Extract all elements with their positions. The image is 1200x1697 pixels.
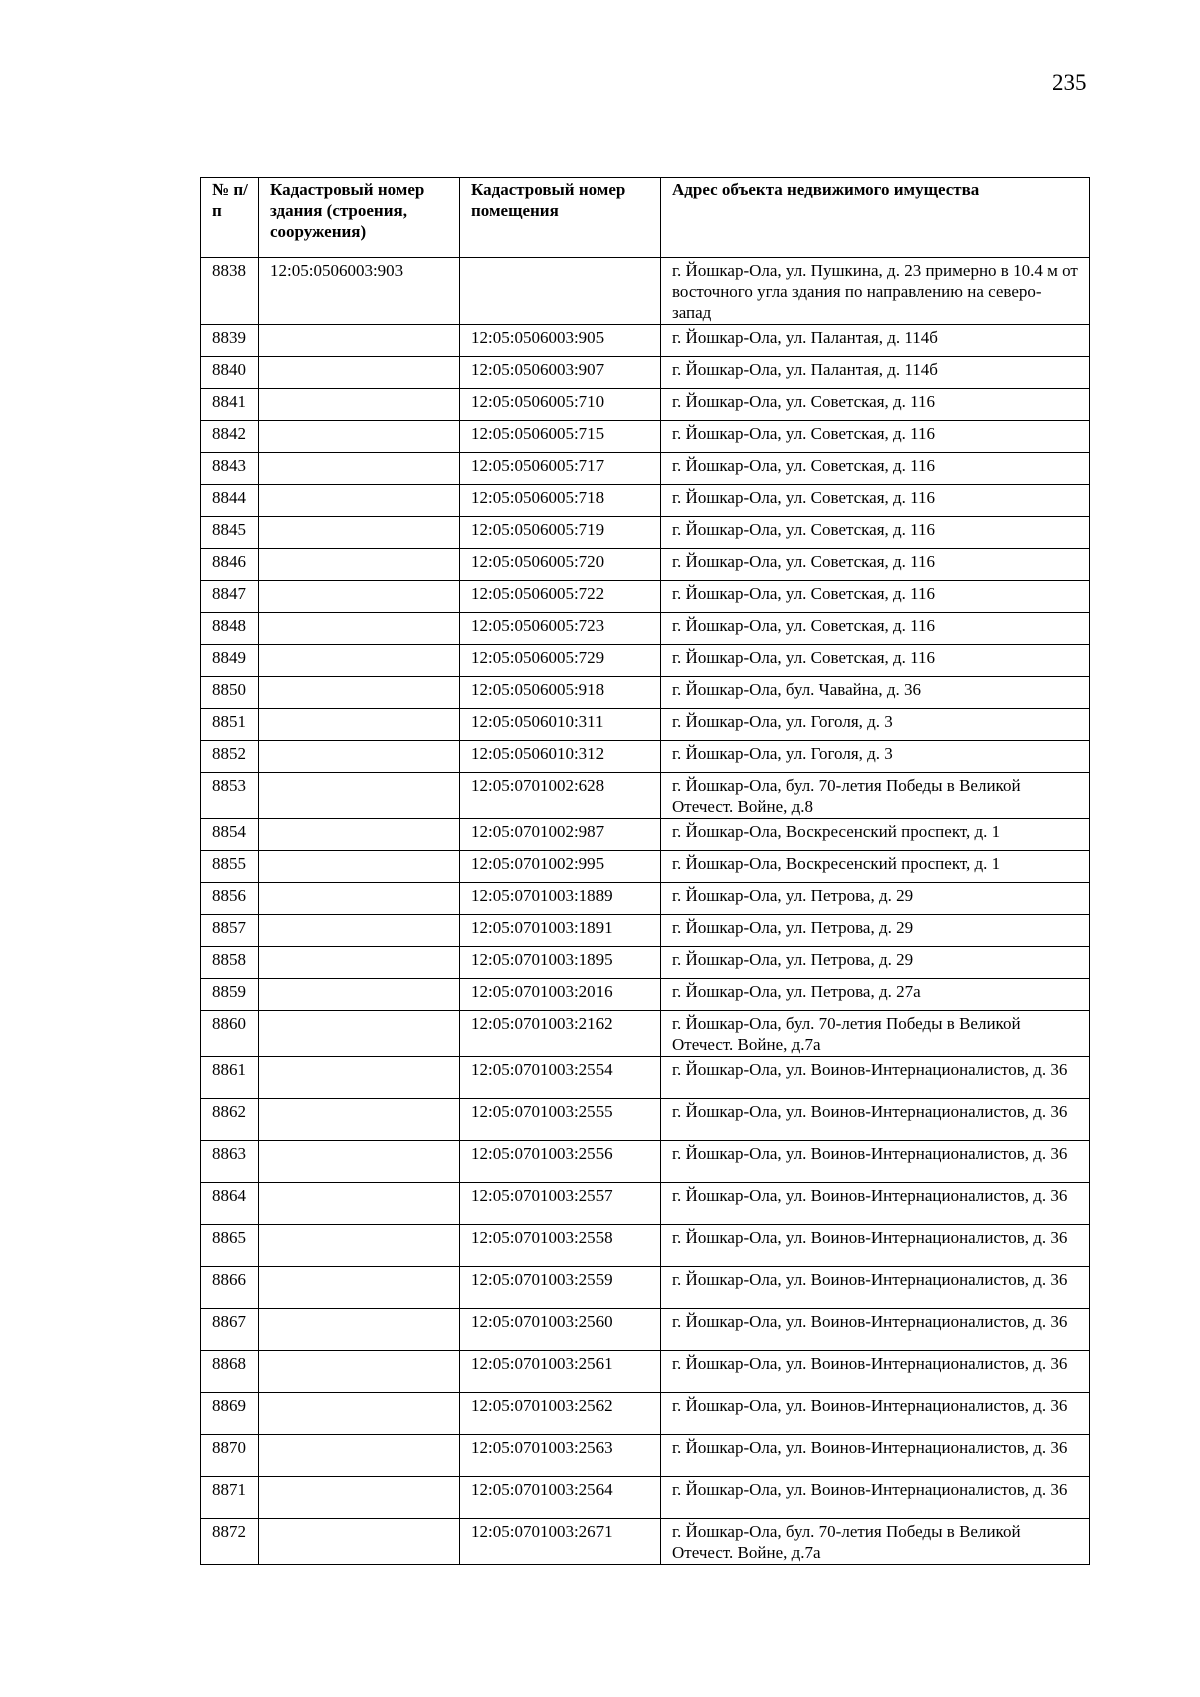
building-cadastral-cell [259, 1309, 460, 1351]
address-cell: г. Йошкар-Ола, ул. Петрова, д. 29 [661, 947, 1090, 979]
table-row [201, 517, 1090, 549]
building-cadastral-cell [259, 851, 460, 883]
address-cell: г. Йошкар-Ола, ул. Воинов-Интернационалистов, д. 36 [661, 1267, 1090, 1309]
premises-cadastral-cell: 12:05:0701002:995 [460, 851, 661, 883]
row-number-cell: 8853 [201, 773, 259, 819]
address-cell: г. Йошкар-Ола, бул. 70-летия Победы в Великой Отечест. Войне, д.8 [661, 773, 1090, 819]
address-cell: г. Йошкар-Ола, ул. Гоголя, д. 3 [661, 709, 1090, 741]
building-cadastral-cell [259, 421, 460, 453]
building-cadastral-cell [259, 1099, 460, 1141]
premises-cadastral-cell: 12:05:0701003:2671 [460, 1519, 661, 1565]
table-row [201, 1099, 1090, 1141]
address-cell: г. Йошкар-Ола, ул. Воинов-Интернационалистов, д. 36 [661, 1183, 1090, 1225]
address-cell: г. Йошкар-Ола, ул. Петрова, д. 27а [661, 979, 1090, 1011]
address-cell: г. Йошкар-Ола, ул. Советская, д. 116 [661, 517, 1090, 549]
row-number-cell: 8838 [201, 258, 259, 325]
building-cadastral-cell [259, 915, 460, 947]
building-cadastral-cell [259, 1393, 460, 1435]
table-row [201, 389, 1090, 421]
row-number-cell: 8849 [201, 645, 259, 677]
row-number-cell: 8860 [201, 1011, 259, 1057]
row-number-cell: 8863 [201, 1141, 259, 1183]
table-row [201, 1057, 1090, 1099]
address-cell: г. Йошкар-Ола, ул. Советская, д. 116 [661, 549, 1090, 581]
premises-cadastral-cell: 12:05:0506005:918 [460, 677, 661, 709]
row-number-cell: 8839 [201, 325, 259, 357]
address-cell: г. Йошкар-Ола, ул. Петрова, д. 29 [661, 915, 1090, 947]
property-registry-table [200, 177, 1090, 1565]
premises-cadastral-cell: 12:05:0506005:720 [460, 549, 661, 581]
table-row [201, 1351, 1090, 1393]
building-cadastral-cell [259, 1225, 460, 1267]
header-building-cadastral: Кадастровый номер здания (строения, сооружения) [259, 178, 460, 258]
row-number-cell: 8852 [201, 741, 259, 773]
building-cadastral-cell [259, 581, 460, 613]
premises-cadastral-cell: 12:05:0701003:2562 [460, 1393, 661, 1435]
table-row [201, 645, 1090, 677]
row-number-cell: 8843 [201, 453, 259, 485]
table-row [201, 851, 1090, 883]
premises-cadastral-cell: 12:05:0506005:710 [460, 389, 661, 421]
building-cadastral-cell [259, 1267, 460, 1309]
page-number: 235 [1052, 70, 1087, 95]
table-row [201, 709, 1090, 741]
row-number-cell: 8871 [201, 1477, 259, 1519]
row-number-cell: 8864 [201, 1183, 259, 1225]
building-cadastral-cell [259, 389, 460, 421]
address-cell: г. Йошкар-Ола, ул. Воинов-Интернационалистов, д. 36 [661, 1309, 1090, 1351]
building-cadastral-cell [259, 325, 460, 357]
premises-cadastral-cell: 12:05:0701003:2016 [460, 979, 661, 1011]
row-number-cell: 8841 [201, 389, 259, 421]
table-row [201, 1183, 1090, 1225]
premises-cadastral-cell: 12:05:0506010:312 [460, 741, 661, 773]
premises-cadastral-cell: 12:05:0701003:2561 [460, 1351, 661, 1393]
table-row [201, 581, 1090, 613]
address-cell: г. Йошкар-Ола, Воскресенский проспект, д. 1 [661, 819, 1090, 851]
building-cadastral-cell [259, 1141, 460, 1183]
premises-cadastral-cell: 12:05:0506005:729 [460, 645, 661, 677]
row-number-cell: 8867 [201, 1309, 259, 1351]
address-cell: г. Йошкар-Ола, ул. Палантая, д. 114б [661, 325, 1090, 357]
address-cell: г. Йошкар-Ола, ул. Советская, д. 116 [661, 453, 1090, 485]
premises-cadastral-cell: 12:05:0701002:628 [460, 773, 661, 819]
row-number-cell: 8866 [201, 1267, 259, 1309]
table-body [201, 258, 1090, 1565]
premises-cadastral-cell: 12:05:0701003:1895 [460, 947, 661, 979]
row-number-cell: 8851 [201, 709, 259, 741]
row-number-cell: 8869 [201, 1393, 259, 1435]
table-row [201, 1519, 1090, 1565]
building-cadastral-cell [259, 453, 460, 485]
address-cell: г. Йошкар-Ола, Воскресенский проспект, д. 1 [661, 851, 1090, 883]
premises-cadastral-cell: 12:05:0506010:311 [460, 709, 661, 741]
building-cadastral-cell [259, 1477, 460, 1519]
row-number-cell: 8850 [201, 677, 259, 709]
row-number-cell: 8859 [201, 979, 259, 1011]
table-row [201, 485, 1090, 517]
table-row [201, 1267, 1090, 1309]
table-row [201, 1225, 1090, 1267]
premises-cadastral-cell [460, 258, 661, 325]
table-row [201, 421, 1090, 453]
table-row [201, 1011, 1090, 1057]
row-number-cell: 8868 [201, 1351, 259, 1393]
premises-cadastral-cell: 12:05:0701003:2559 [460, 1267, 661, 1309]
address-cell: г. Йошкар-Ола, ул. Советская, д. 116 [661, 421, 1090, 453]
row-number-cell: 8870 [201, 1435, 259, 1477]
row-number-cell: 8865 [201, 1225, 259, 1267]
address-cell: г. Йошкар-Ола, ул. Воинов-Интернационалистов, д. 36 [661, 1099, 1090, 1141]
table-header-row [201, 178, 1090, 258]
row-number-cell: 8858 [201, 947, 259, 979]
building-cadastral-cell [259, 1519, 460, 1565]
address-cell: г. Йошкар-Ола, ул. Воинов-Интернационалистов, д. 36 [661, 1141, 1090, 1183]
address-cell: г. Йошкар-Ола, ул. Гоголя, д. 3 [661, 741, 1090, 773]
table-row [201, 357, 1090, 389]
address-cell: г. Йошкар-Ола, ул. Воинов-Интернационалистов, д. 36 [661, 1351, 1090, 1393]
building-cadastral-cell [259, 773, 460, 819]
row-number-cell: 8842 [201, 421, 259, 453]
header-address: Адрес объекта недвижимого имущества [661, 178, 1090, 258]
building-cadastral-cell [259, 549, 460, 581]
table-row [201, 677, 1090, 709]
building-cadastral-cell [259, 709, 460, 741]
building-cadastral-cell [259, 645, 460, 677]
row-number-cell: 8846 [201, 549, 259, 581]
address-cell: г. Йошкар-Ола, ул. Воинов-Интернационалистов, д. 36 [661, 1393, 1090, 1435]
building-cadastral-cell [259, 819, 460, 851]
table-row [201, 258, 1090, 325]
premises-cadastral-cell: 12:05:0701003:2554 [460, 1057, 661, 1099]
building-cadastral-cell [259, 613, 460, 645]
row-number-cell: 8845 [201, 517, 259, 549]
premises-cadastral-cell: 12:05:0506005:719 [460, 517, 661, 549]
building-cadastral-cell [259, 1351, 460, 1393]
row-number-cell: 8854 [201, 819, 259, 851]
premises-cadastral-cell: 12:05:0701003:2555 [460, 1099, 661, 1141]
address-cell: г. Йошкар-Ола, ул. Советская, д. 116 [661, 581, 1090, 613]
table-row [201, 819, 1090, 851]
address-cell: г. Йошкар-Ола, ул. Пушкина, д. 23 примерно в 10.4 м от восточного угла здания по направлению на северо-запад [661, 258, 1090, 325]
row-number-cell: 8861 [201, 1057, 259, 1099]
row-number-cell: 8840 [201, 357, 259, 389]
address-cell: г. Йошкар-Ола, бул. Чавайна, д. 36 [661, 677, 1090, 709]
address-cell: г. Йошкар-Ола, бул. 70-летия Победы в Великой Отечест. Войне, д.7а [661, 1519, 1090, 1565]
table-row [201, 613, 1090, 645]
address-cell: г. Йошкар-Ола, ул. Воинов-Интернационалистов, д. 36 [661, 1225, 1090, 1267]
premises-cadastral-cell: 12:05:0701003:2558 [460, 1225, 661, 1267]
row-number-cell: 8847 [201, 581, 259, 613]
premises-cadastral-cell: 12:05:0701003:2162 [460, 1011, 661, 1057]
address-cell: г. Йошкар-Ола, ул. Советская, д. 116 [661, 485, 1090, 517]
address-cell: г. Йошкар-Ола, бул. 70-летия Победы в Великой Отечест. Войне, д.7а [661, 1011, 1090, 1057]
premises-cadastral-cell: 12:05:0701002:987 [460, 819, 661, 851]
premises-cadastral-cell: 12:05:0701003:1889 [460, 883, 661, 915]
premises-cadastral-cell: 12:05:0701003:2563 [460, 1435, 661, 1477]
table-row [201, 947, 1090, 979]
row-number-cell: 8856 [201, 883, 259, 915]
building-cadastral-cell [259, 357, 460, 389]
row-number-cell: 8855 [201, 851, 259, 883]
premises-cadastral-cell: 12:05:0701003:1891 [460, 915, 661, 947]
premises-cadastral-cell: 12:05:0506005:723 [460, 613, 661, 645]
address-cell: г. Йошкар-Ола, ул. Палантая, д. 114б [661, 357, 1090, 389]
table-row [201, 1435, 1090, 1477]
table-row [201, 325, 1090, 357]
row-number-cell: 8872 [201, 1519, 259, 1565]
row-number-cell: 8844 [201, 485, 259, 517]
premises-cadastral-cell: 12:05:0506005:718 [460, 485, 661, 517]
building-cadastral-cell [259, 883, 460, 915]
building-cadastral-cell [259, 1183, 460, 1225]
premises-cadastral-cell: 12:05:0506005:715 [460, 421, 661, 453]
premises-cadastral-cell: 12:05:0701003:2564 [460, 1477, 661, 1519]
table-row [201, 549, 1090, 581]
address-cell: г. Йошкар-Ола, ул. Советская, д. 116 [661, 389, 1090, 421]
table-row [201, 883, 1090, 915]
building-cadastral-cell [259, 485, 460, 517]
address-cell: г. Йошкар-Ола, ул. Советская, д. 116 [661, 613, 1090, 645]
address-cell: г. Йошкар-Ола, ул. Воинов-Интернационалистов, д. 36 [661, 1057, 1090, 1099]
premises-cadastral-cell: 12:05:0701003:2560 [460, 1309, 661, 1351]
table-row [201, 915, 1090, 947]
building-cadastral-cell [259, 677, 460, 709]
premises-cadastral-cell: 12:05:0506005:717 [460, 453, 661, 485]
address-cell: г. Йошкар-Ола, ул. Петрова, д. 29 [661, 883, 1090, 915]
header-premises-cadastral: Кадастровый номер помещения [460, 178, 661, 258]
building-cadastral-cell [259, 517, 460, 549]
building-cadastral-cell [259, 1435, 460, 1477]
row-number-cell: 8848 [201, 613, 259, 645]
building-cadastral-cell [259, 947, 460, 979]
table-row [201, 1393, 1090, 1435]
table-row [201, 1141, 1090, 1183]
building-cadastral-cell [259, 979, 460, 1011]
row-number-cell: 8857 [201, 915, 259, 947]
table-row [201, 453, 1090, 485]
header-number: № п/п [201, 178, 259, 258]
premises-cadastral-cell: 12:05:0506005:722 [460, 581, 661, 613]
address-cell: г. Йошкар-Ола, ул. Советская, д. 116 [661, 645, 1090, 677]
table-row [201, 741, 1090, 773]
table-row [201, 773, 1090, 819]
building-cadastral-cell [259, 1011, 460, 1057]
premises-cadastral-cell: 12:05:0506003:907 [460, 357, 661, 389]
address-cell: г. Йошкар-Ола, ул. Воинов-Интернационалистов, д. 36 [661, 1477, 1090, 1519]
row-number-cell: 8862 [201, 1099, 259, 1141]
building-cadastral-cell [259, 741, 460, 773]
premises-cadastral-cell: 12:05:0701003:2556 [460, 1141, 661, 1183]
address-cell: г. Йошкар-Ола, ул. Воинов-Интернационалистов, д. 36 [661, 1435, 1090, 1477]
table-row [201, 979, 1090, 1011]
building-cadastral-cell: 12:05:0506003:903 [259, 258, 460, 325]
building-cadastral-cell [259, 1057, 460, 1099]
premises-cadastral-cell: 12:05:0506003:905 [460, 325, 661, 357]
table-row [201, 1477, 1090, 1519]
table-row [201, 1309, 1090, 1351]
premises-cadastral-cell: 12:05:0701003:2557 [460, 1183, 661, 1225]
